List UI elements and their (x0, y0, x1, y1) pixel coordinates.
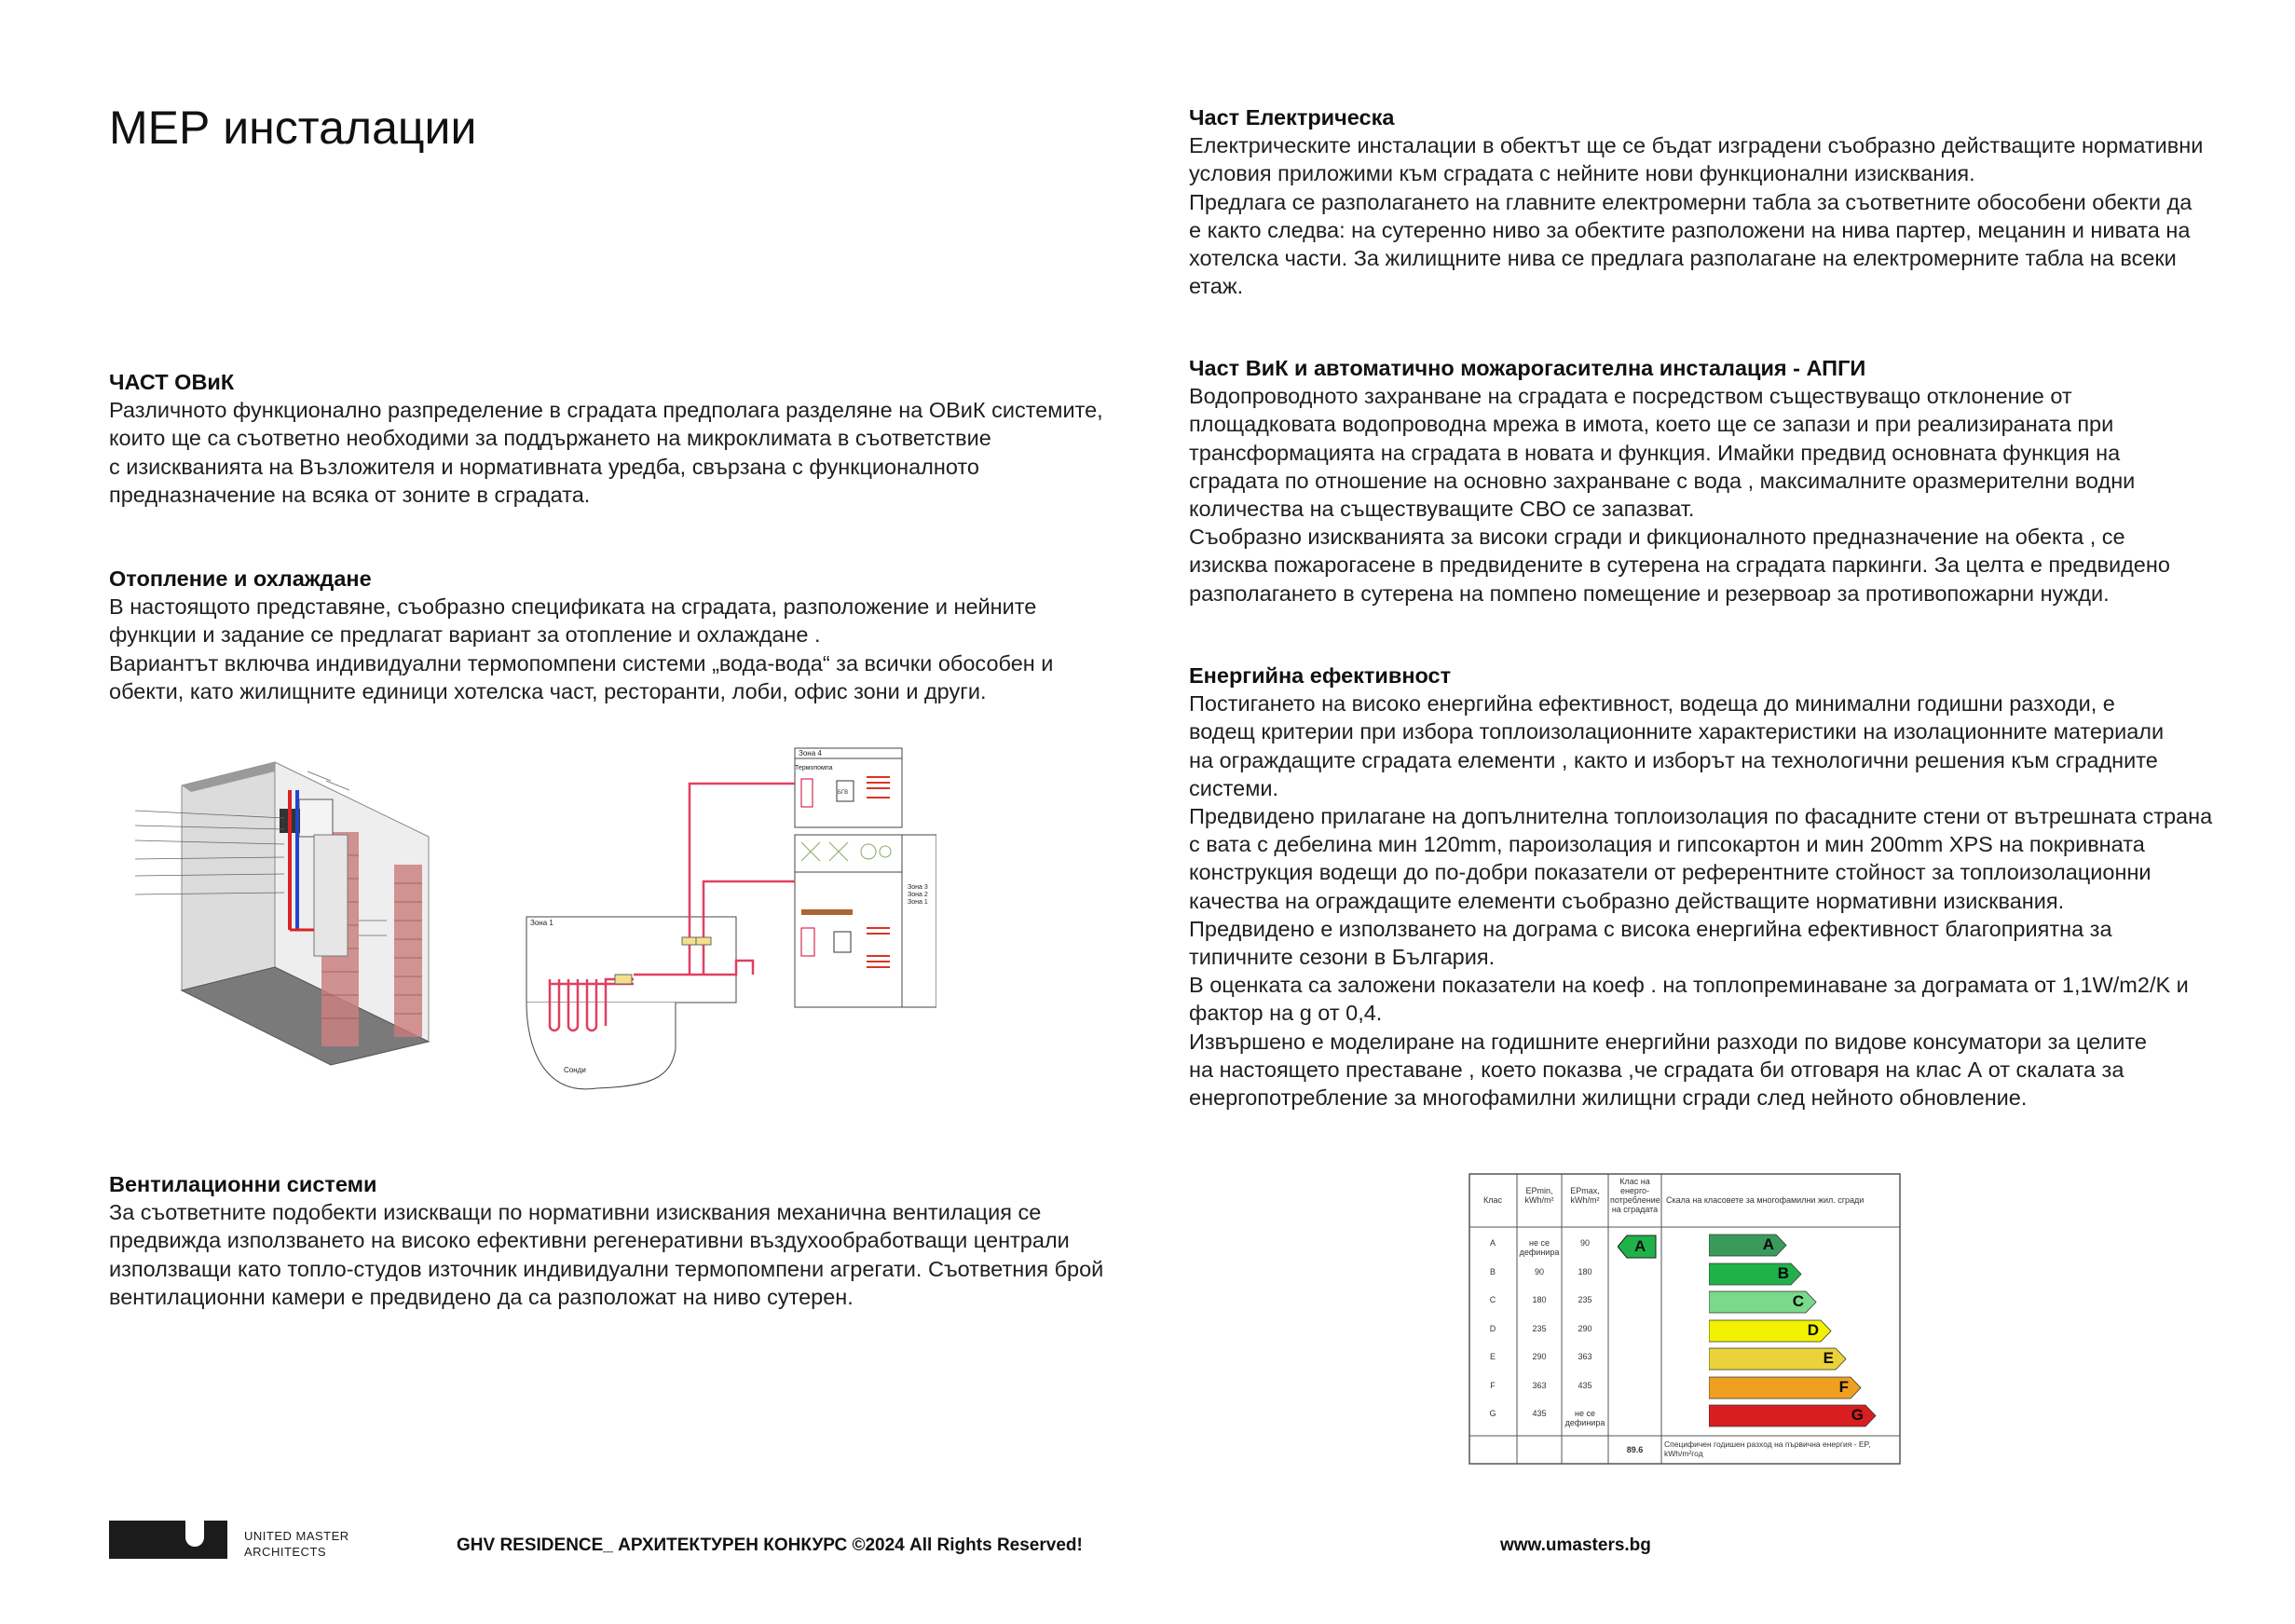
text-line: с вата с дебелина мин 120mm, пароизолация и гипсокартон и мин 200mm XPS на покривната (1189, 832, 2145, 857)
ventilation-section (109, 1170, 1171, 1311)
text-line: сградата по отношение на основно захранване с вода , максималните оразмерителни водни (1189, 468, 2136, 493)
page-title: МЕР инсталации (109, 102, 477, 154)
text-line: Предлага се разполагането на главните електромерни табла за съответните обособени обекти да (1189, 189, 2193, 214)
text-line: площадковата водопроводна мрежа в имота, което ще се запази и при реализираната при (1189, 412, 2114, 437)
energy-row-max: 363 (1578, 1352, 1592, 1361)
energy-row-cls: F (1490, 1380, 1496, 1390)
energy-row-min: 363 (1532, 1380, 1547, 1390)
probes-label: Сонди (564, 1066, 586, 1074)
energy-row-min: 235 (1532, 1323, 1547, 1333)
text-line: хотелска части. За жилищните нива се предлага разполагане на електромерните табла на всеки (1189, 246, 2177, 271)
energy-scale-letter: D (1807, 1320, 1819, 1339)
text-line: фактор на g от 0,4. (1189, 1001, 1383, 1026)
text-line: Предвидено е използването на дограма с висока енергийна ефективност благоприятна за (1189, 916, 2112, 941)
vik-section (1189, 354, 2270, 607)
zone1-label: Зона 1 (530, 919, 553, 927)
energy-scale-letter: F (1838, 1377, 1849, 1396)
energy-heading: Енергийна ефективност (1189, 663, 1452, 688)
zone2-label: Зона 2 (908, 892, 928, 898)
heating-text (109, 593, 1153, 705)
text-line: условия приложими към сградата с нейните нови функционални изисквания. (1189, 161, 1975, 186)
text-line: на ограждащите сградата елементи , както и изборът на технологични решения към сградните (1189, 747, 2158, 772)
energy-row-max: 290 (1578, 1323, 1592, 1333)
text-line: количества на съществуващите СВО се запазват. (1189, 497, 1695, 522)
text-line: Различното функционално разпределение в сградата предполага разделяне на ОВиК системите, (109, 398, 1103, 423)
text-line: водещ критерии при избора топлоизолационните характеристики на изолационните материали (1189, 719, 2165, 744)
text-line: В настоящото представяне, съобразно спецификата на сградата, разположение и нейните (109, 594, 1037, 620)
energy-class-table (1469, 1173, 1901, 1465)
text-line: Електрическите инсталации в обектът ще се бъдат изградени съобразно действащите нормативни (1189, 133, 2204, 158)
heating-system-schematic (522, 742, 936, 1096)
building-class-arrow (1618, 1235, 1657, 1259)
text-line: Съобразно изискванията за високи сгради и фикционалното предназначение на обекта , се (1189, 525, 2125, 550)
energy-scale-letter: G (1851, 1406, 1864, 1424)
ovik-text (109, 396, 1153, 509)
th-epmax: EPmax, kWh/m² (1570, 1186, 1600, 1205)
company-logo-mark (109, 1521, 227, 1559)
energy-scale-letter: A (1762, 1235, 1774, 1253)
energy-row-cls: G (1489, 1409, 1496, 1418)
th-class: Клас (1483, 1195, 1502, 1205)
energy-scale-letter: E (1823, 1349, 1834, 1367)
text-line: разполагането в сутерена на помпено помещение и резервоар за противопожарни нужди. (1189, 580, 2110, 606)
heating-section (109, 565, 1153, 705)
text-line: вентилационни камери е предвидено да са разположат на ниво сутерен. (109, 1284, 854, 1309)
energy-row-max: 90 (1579, 1238, 1590, 1248)
heat-pump-room-diagram (116, 753, 452, 1068)
logo-line-2: ARCHITECTS (244, 1545, 327, 1559)
text-line: конструкция водещи до по-добри показатели от референтните стойност за топлоизолационни (1189, 860, 2152, 885)
text-line: предназначение на всяка от зоните в сградата. (109, 482, 591, 507)
logo-line-1: UNITED MASTER (244, 1529, 349, 1543)
electrical-heading: Част Електрическа (1189, 105, 1395, 130)
text-line: В оценката са заложени показатели на коеф . на топлопреминаване за дограмата от 1,1W/m2/K и (1189, 973, 2189, 998)
energy-row-max: не се дефинира (1564, 1409, 1605, 1427)
text-line: функции и задание се предлагат вариант за отопление и охлаждане . (109, 622, 821, 648)
text-line: използващи като топло-студов източник индивидуални термопомпени агрегати. Съответния брой (109, 1256, 1104, 1281)
electrical-section (1189, 103, 2270, 300)
energy-row-cls: B (1489, 1266, 1496, 1276)
zone1-side-label: Зона 1 (908, 899, 928, 906)
heat-pump-label: Термопомпа (795, 765, 833, 771)
ventilation-heading: Вентилационни системи (109, 1172, 377, 1196)
energy-row-cls: C (1489, 1295, 1496, 1304)
energy-row-min: 290 (1532, 1352, 1547, 1361)
text-line: е както следва: на сутеренно ниво за обектите разположени на нива партер, мецанин и нивата на (1189, 217, 2191, 242)
energy-row-cls: D (1489, 1323, 1496, 1333)
text-line: Предвидено прилагане на допълнителна топлоизолация по фасадните стени от вътрешната страна (1189, 804, 2213, 829)
energy-scale-bar (1709, 1376, 1862, 1399)
electrical-text (1189, 131, 2270, 300)
ovik-section (109, 368, 1153, 509)
bgv-label: БГВ (838, 790, 849, 796)
text-line: обекти, като жилищните единици хотелска част, ресторанти, лоби, офис зони и други. (109, 678, 987, 703)
text-line: трансформацията на сградата в новата и функция. Имайки предвид основната функция на (1189, 440, 2121, 465)
text-line: които ще са съответно необходими за поддържането на микроклимата в съответствие (109, 426, 991, 451)
zone4-label: Зона 4 (799, 749, 822, 757)
ventilation-text (109, 1198, 1171, 1311)
text-line: качества на ограждащите елементи съобразно действащите нормативни изисквания. (1189, 888, 2065, 913)
energy-scale-letter: B (1777, 1263, 1789, 1282)
energy-scale-letter: C (1792, 1292, 1804, 1310)
text-line: Извършено е моделиране на годишните енергийни разходи по видове консуматори за целите (1189, 1029, 2147, 1054)
text-line: Вариантът включва индивидуални термопомпени системи „вода-вода“ за всички обособен и (109, 650, 1054, 676)
text-line: енергопотребление за многофамилни жилищни сгради след нейното обновление. (1189, 1085, 2028, 1111)
text-line: на настоящето преставане , което показва ,че сградата би отговаря на клас А от скалата за (1189, 1057, 2124, 1082)
energy-section (1189, 662, 2279, 1112)
th-epmin: EPmin, kWh/m² (1524, 1186, 1554, 1205)
footer-copyright: GHV RESIDENCE_ АРХИТЕКТУРЕН КОНКУРС ©2024 All Rights Reserved! (457, 1535, 1083, 1555)
energy-scale-bar (1709, 1347, 1847, 1371)
energy-row-cls: E (1489, 1352, 1496, 1361)
energy-scale-bar (1709, 1290, 1817, 1314)
energy-row-max: 435 (1578, 1380, 1592, 1390)
energy-scale-bar (1709, 1404, 1877, 1427)
energy-scale-bar (1709, 1234, 1787, 1257)
text-line: За съответните подобекти изискващи по нормативни изисквания механична вентилация се (109, 1200, 1042, 1225)
energy-row-min: не се дефинира (1519, 1238, 1560, 1257)
th-scale: Скала на класовете за многофамилни жил. сгради (1666, 1195, 1865, 1205)
vik-text (1189, 382, 2270, 607)
text-line: с изискванията на Възложителя и нормативната уредба, свързана с функционалното (109, 454, 979, 479)
energy-row-cls: A (1489, 1238, 1496, 1248)
text-line: изисква пожарогасене в предвидените в сутерена на сградата паркинги. За целта е предвидено (1189, 553, 2170, 578)
text-line: предвижда използването на високо ефективни регенеративни въздухообработващи централи (109, 1228, 1070, 1253)
ep-value: 89.6 (1626, 1445, 1644, 1454)
energy-scale-bar (1709, 1262, 1802, 1286)
text-line: Водопроводното захранване на сградата е посредством съществуващо отклонение от (1189, 384, 2072, 409)
text-line: Постигането на високо енергийна ефективност, водеща до минимални годишни разходи, е (1189, 691, 2115, 716)
energy-text (1189, 689, 2279, 1112)
text-line: системи. (1189, 775, 1279, 800)
vik-heading: Част ВиК и автоматично можарогасителна инсталация - АПГИ (1189, 356, 1866, 380)
energy-row-min: 180 (1532, 1295, 1547, 1304)
energy-scale-bar (1709, 1319, 1832, 1343)
ep-footer-note: Специфичен годишен разход на първична енергия - EP, kWh/m²год (1664, 1440, 1871, 1458)
heating-heading: Отопление и охлаждане (109, 566, 372, 591)
th-building-class: Клас на енерго-потребление на сградата (1610, 1177, 1660, 1214)
ovik-heading: ЧАСТ ОВиК (109, 370, 235, 394)
building-class-letter: A (1634, 1237, 1646, 1255)
energy-row-min: 90 (1534, 1266, 1544, 1276)
text-line: типичните сезони в България. (1189, 945, 1496, 970)
energy-row-max: 180 (1578, 1266, 1592, 1276)
company-name (244, 1528, 349, 1560)
energy-row-max: 235 (1578, 1295, 1592, 1304)
text-line: етаж. (1189, 274, 1244, 299)
energy-row-min: 435 (1532, 1409, 1547, 1418)
zone3-label: Зона 3 (908, 884, 928, 891)
footer-website[interactable]: www.umasters.bg (1500, 1535, 1651, 1555)
